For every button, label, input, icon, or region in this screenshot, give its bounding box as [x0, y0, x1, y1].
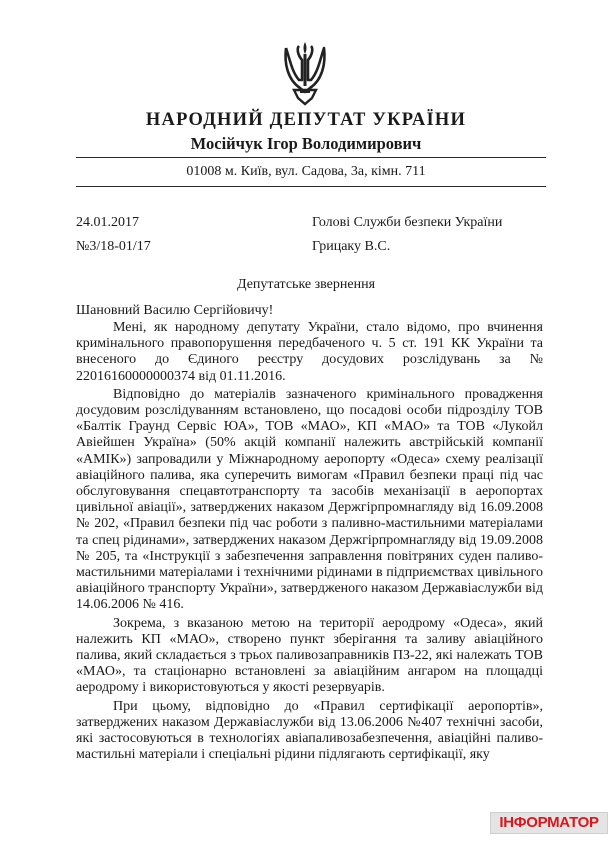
deputy-title: НАРОДНИЙ ДЕПУТАТ УКРАЇНИ [145, 110, 467, 130]
header-top-divider [76, 157, 546, 158]
body-paragraph: При цьому, відповідно до «Правил сертифікації аеропортів», затверджених наказом Державіаслужби від 13.06.2006 №407 технічні засоби, які застосовуються в технологіях авіапаливозабезпечення, авіаційні паливо-мастильні матеріали і спеціальні рідини підлягають сертифікації, яку [76, 698, 543, 763]
body-paragraph: Відповідно до матеріалів зазначеного кримінального провадження досудовим розслідуванням встановлено, що посадові особи підрозділу ТОВ «Балтік Граунд Сервіс ЮА», ТОВ «МАО», КП «МАО» та ТОВ «Лукойл Авіейшен Україна» (50% акцій компанії належить австрійській компанії «АМІК») запровадили у Міжнародному аеропорту «Одеса» схему реалізації авіаційного палива, яка суперечить вимогам «Правил безпеки праці під час обслуговування спецавтотранспорту та засобів механізації в аеропортах цивільної авіації», затверджених наказом Держгірпромнагляду від 16.09.2008 № 202, «Правил безпеки під час роботи з паливно-мастильними матеріалами та спец рідинами», затверджених наказом Держгірпромнагляду від 19.09.2008 № 205, та «Інструкції з забезпечення заправлення повітряних суден паливо-мастильними матеріалами і технічними рідинами в підприємствах цивільного авіаційного транспорту України», затвердженого наказом Державіаслужби від 14.06.2006 № 416. [76, 386, 543, 613]
letter-body [76, 320, 543, 763]
body-paragraph: Мені, як народному депутату України, стало відомо, про вчинення кримінального правопорушення передбаченого ч. 5 ст. 191 КК України та внесеного до Єдиного реєстру досудових розслідувань за № 22016160000000374 від 01.11.2016. [76, 320, 543, 384]
deputy-address: 01008 м. Київ, вул. Садова, 3а, кімн. 711 [186, 164, 426, 179]
letter-date: 24.01.2017 [76, 215, 139, 230]
letter-number: №3/18-01/17 [76, 239, 151, 254]
salutation: Шановний Василю Сергійовичу! [76, 303, 274, 318]
recipient-position: Голові Служби безпеки України [312, 215, 503, 230]
document-title: Депутатське звернення [236, 277, 376, 292]
recipient-name: Грицаку В.С. [312, 239, 391, 254]
trident-emblem-icon [280, 40, 330, 106]
deputy-name: Мосійчук Ігор Володимирович [190, 134, 422, 153]
header-bottom-divider [76, 186, 546, 187]
body-paragraph: Зокрема, з вказаною метою на території аеродрому «Одеса», який належить КП «МАО», створено пункт зберігання та заливу авіаційного палива, який складається з трьох паливозаправників ПЗ-22, які належать ТОВ «МАО», та стаціонарно встановлені за авіаційним ангаром на площадці аеродрому і використовуються у якості резервуарів. [76, 615, 543, 696]
informator-watermark-logo: ІНФОРМАТОР [490, 812, 608, 834]
